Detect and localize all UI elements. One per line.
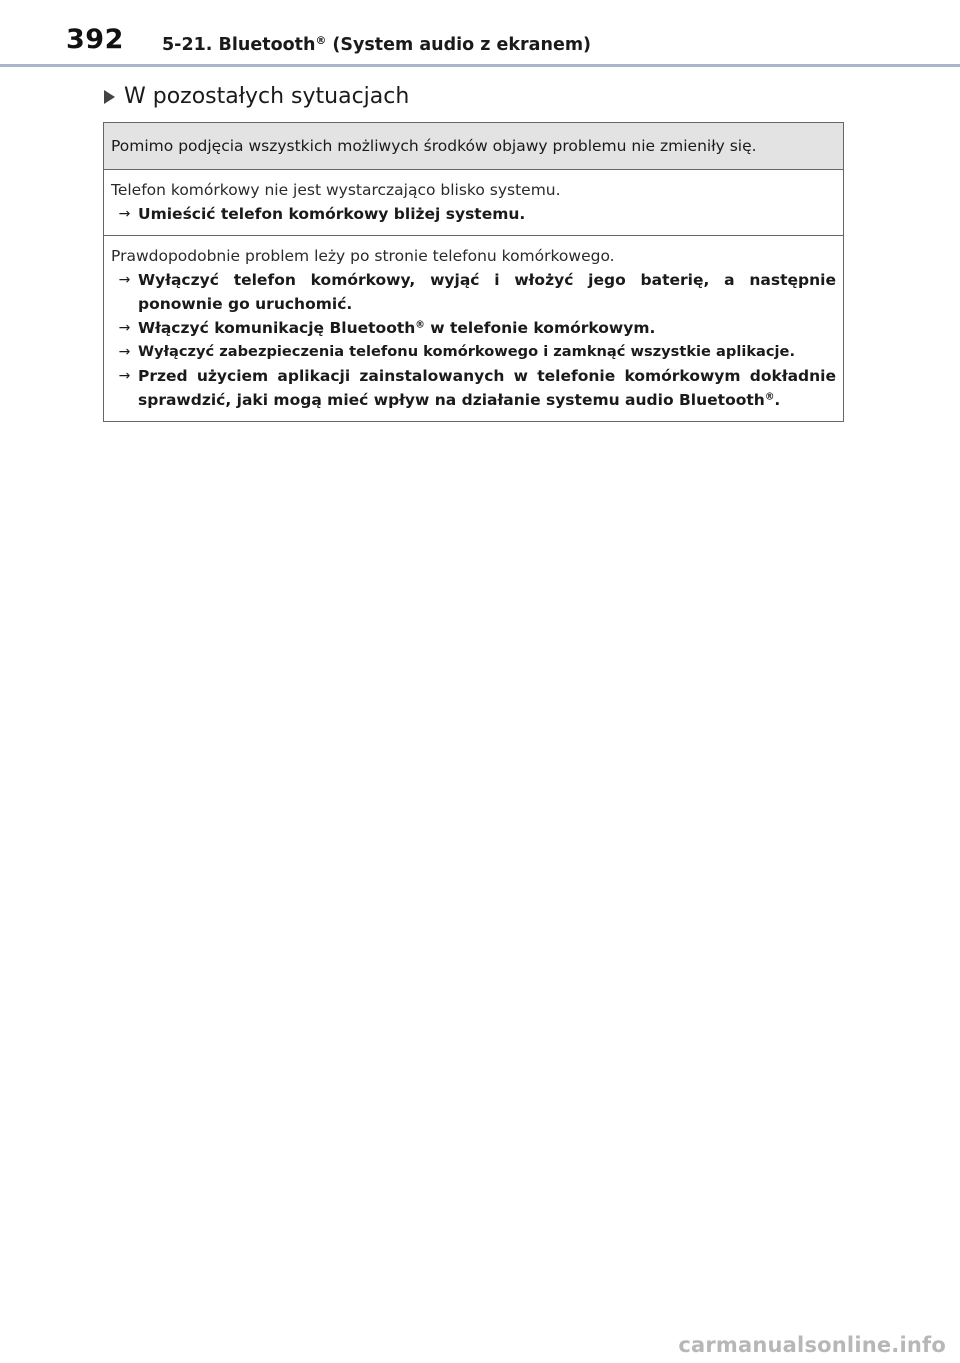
registered-mark: ®	[415, 319, 425, 331]
watermark: carmanualsonline.info	[678, 1333, 946, 1357]
subheading-text: W pozostałych sytuacjach	[124, 84, 410, 109]
action-item	[111, 202, 836, 226]
triangle-right-icon	[104, 90, 115, 104]
arrow-right-icon: →	[118, 272, 131, 288]
action-item	[111, 268, 836, 316]
action-text	[138, 316, 836, 340]
arrow-right-icon: →	[118, 344, 131, 360]
arrow-right-icon: →	[118, 320, 131, 336]
action-text-part: Włączyć komunikację Bluetooth	[138, 319, 416, 337]
arrow-right-icon: →	[118, 368, 131, 384]
action-item	[111, 316, 836, 340]
action-text	[138, 364, 836, 412]
section-title-suffix: (System audio z ekranem)	[326, 35, 592, 55]
action-text: Umieścić telefon komórkowy bliżej systemu.	[138, 205, 526, 223]
registered-mark: ®	[764, 391, 775, 403]
table-row	[104, 235, 843, 421]
cause-text: Telefon komórkowy nie jest wystarczająco blisko systemu.	[111, 181, 561, 199]
action-text-part: Przed użyciem aplikacji zainstalowanych w telefonie komórkowym dokładnie sprawdzić, jaki mogą mieć wpływ na działanie systemu audio Bluetooth	[138, 367, 836, 409]
action-item	[111, 364, 836, 412]
action-text: Wyłączyć telefon komórkowy, wyjąć i włożyć jego baterię, a następnie ponownie go uruchomić.	[138, 271, 836, 313]
header-divider	[0, 64, 960, 67]
subheading	[104, 84, 409, 109]
table-header-cell: Pomimo podjęcia wszystkich możliwych środków objawy problemu nie zmieniły się.	[104, 123, 843, 169]
page-header	[0, 0, 960, 66]
arrow-right-icon: →	[118, 206, 131, 222]
page-number: 392	[66, 24, 124, 55]
action-item	[111, 340, 836, 364]
section-title	[162, 35, 591, 55]
action-text-part: .	[774, 391, 781, 409]
cause-text: Prawdopodobnie problem leży po stronie telefonu komórkowego.	[111, 247, 615, 265]
table-row	[104, 169, 843, 235]
registered-mark: ®	[315, 34, 327, 48]
action-text: Wyłączyć zabezpieczenia telefonu komórkowego i zamknąć wszystkie aplikacje.	[138, 343, 795, 360]
troubleshooting-table	[103, 122, 844, 422]
action-text-part: w telefonie komórkowym.	[424, 319, 656, 337]
section-title-prefix: 5-21. Bluetooth	[162, 35, 316, 55]
